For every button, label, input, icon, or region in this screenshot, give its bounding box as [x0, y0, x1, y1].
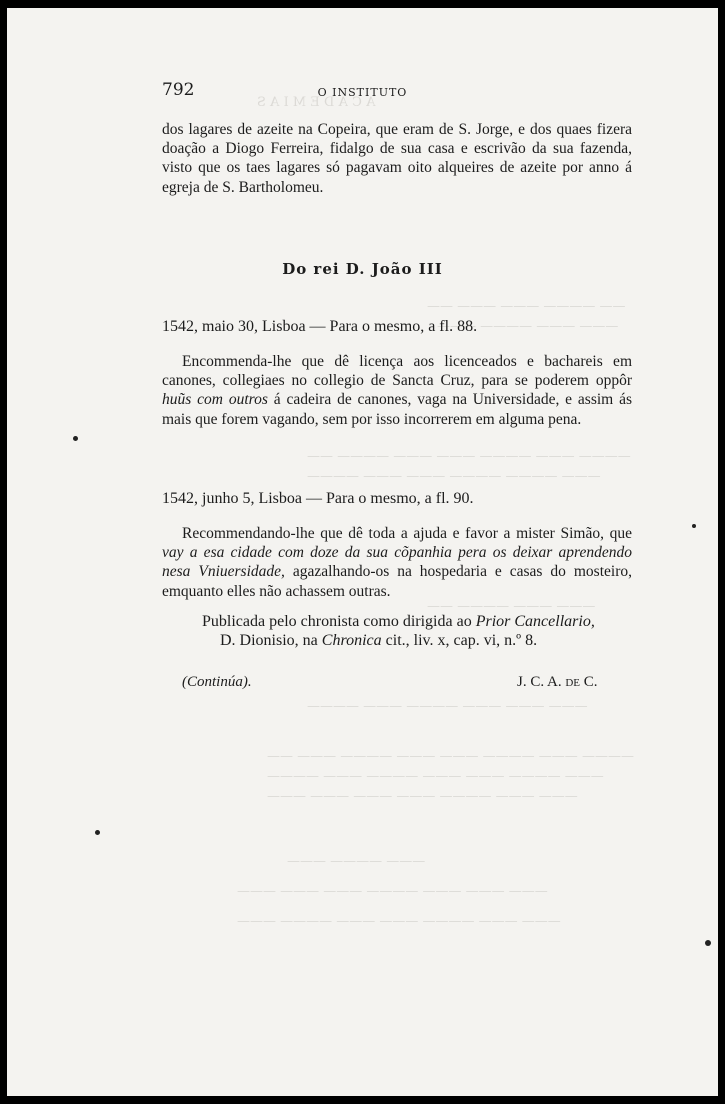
running-title: O INSTITUTO: [317, 86, 408, 99]
entry-text: Encommenda-lhe que dê licença aos licenceados e bachareis em canones, collegiaes no collegio de Sancta Cruz, para se poderem oppôr huũs com outros á cadeira de canones, vaga na Universidade, e assim ás mais que forem vagando, sem por isso incorrerem em alguma pena.: [162, 353, 632, 428]
publication-note: Publicada pelo chronista como dirigida ao Prior Cancellario, D. Dionisio, na Chronica cit., liv. x, cap. vi, n.º 8.: [202, 613, 595, 650]
bleed-through-text: ———— ——— ———— ——— ——— ———— ——— ——: [267, 749, 634, 764]
bleed-through-text: ——— ——— ———— ———: [437, 319, 619, 334]
margin-mark: [95, 830, 100, 835]
bleed-through-text: ——— ———— ———— ——— ——— ————: [307, 469, 601, 484]
entry-dateline: 1542, junho 5, Lisboa — Para o mesmo, a fl. 90.: [162, 490, 474, 507]
bleed-through-text: ———— ——— ———— ——— ——— ———— ——: [307, 449, 631, 464]
bleed-through-text: ——— ———— ——— ——— ———— ——— ————: [267, 769, 604, 784]
margin-mark: [692, 524, 696, 528]
margin-mark: [705, 940, 711, 946]
bleed-through-text: ——— ———— ———: [287, 854, 426, 869]
entry-text: Recommendando-lhe que dê toda a ajuda e favor a mister Simão, que vay a esa cidade com doze da sua cõpanhia pera os deixar aprendendo nesa Vniuersidade, agazalhando-os na hospedaria e casas do mosteiro, emquanto elles não achassem outras.: [162, 525, 632, 600]
page-number: 792: [162, 80, 195, 100]
bleed-through-text: A C A D E M I A S: [257, 95, 376, 110]
bleed-through-text: —— ———— ——— ——— ——: [427, 299, 626, 314]
bleed-through-text: ——— ——— ———— ——— ——— ———— ———: [237, 914, 561, 929]
section-heading: Do rei D. João III: [282, 260, 443, 278]
author-signature: J. C. A. de C.: [517, 674, 598, 690]
continues-note: (Continúa).: [182, 674, 252, 690]
margin-mark: [73, 436, 78, 441]
bleed-through-text: ——— ——— ——— ———— ——— ————: [307, 699, 588, 714]
bleed-through-text: ——— ——— ———— ——: [427, 599, 596, 614]
book-page: [7, 8, 718, 1096]
bleed-through-text: ——— ——— ———— ——— ——— ——— ———: [267, 789, 578, 804]
intro-paragraph: dos lagares de azeite na Copeira, que eram de S. Jorge, e dos quaes fizera doação a Diogo Ferreira, fidalgo de sua casa e escrivão da sua fazenda, visto que os taes lagares só pagavam oito alqueires de azeite por anno á egreja de S. Bartholomeu.: [162, 121, 632, 196]
entry-dateline: 1542, maio 30, Lisboa — Para o mesmo, a fl. 88.: [162, 318, 478, 335]
bleed-through-text: ——— ——— ——— ———— ——— ——— ———: [237, 884, 548, 899]
